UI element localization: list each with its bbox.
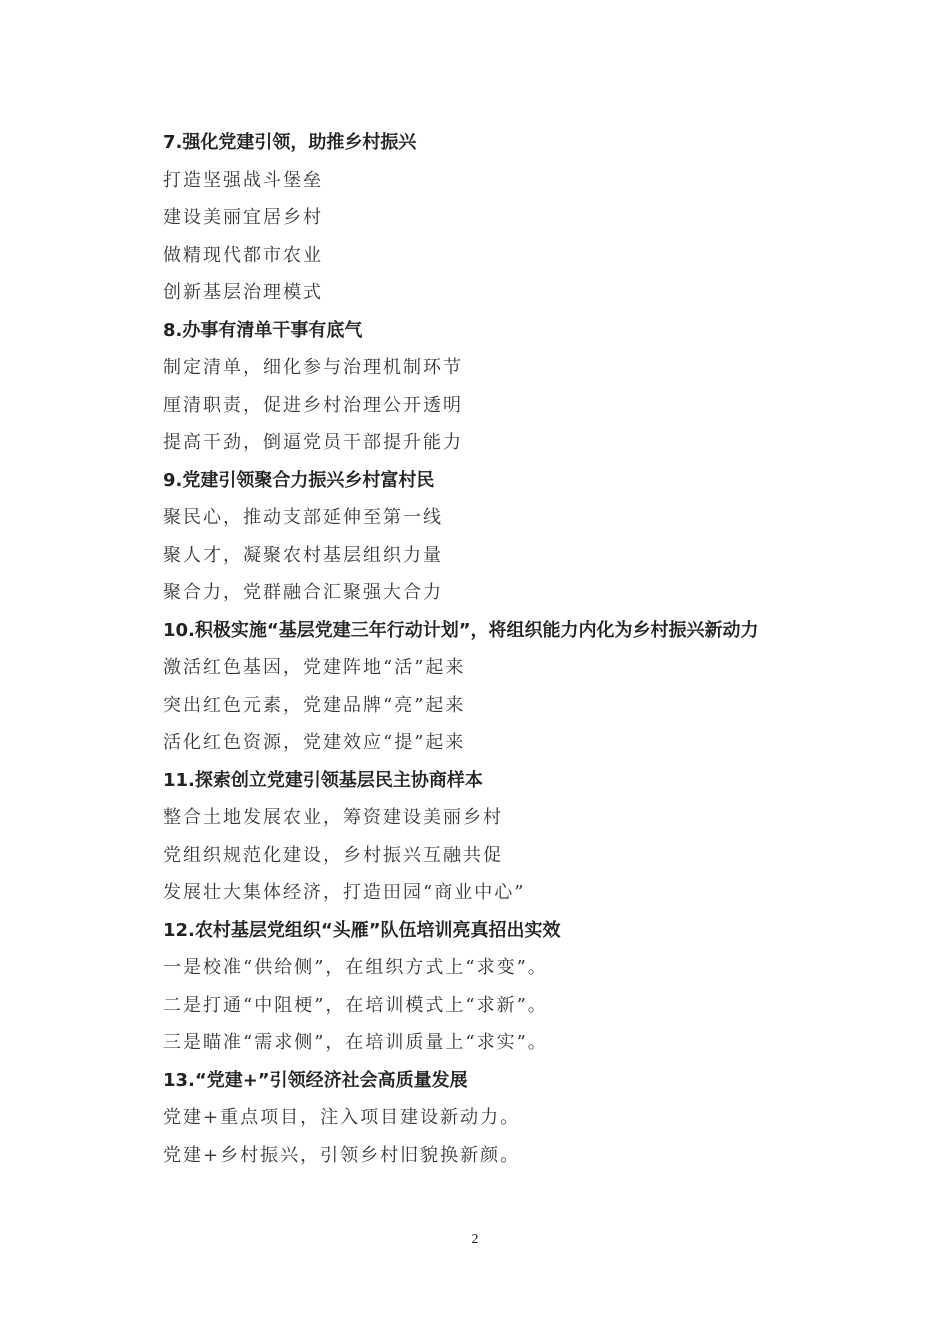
section-heading: 11.探索创立党建引领基层民主协商样本 xyxy=(163,769,483,791)
list-item: 党建+乡村振兴，引领乡村旧貌换新颜。 xyxy=(163,1144,521,1166)
list-item: 聚合力，党群融合汇聚强大合力 xyxy=(163,582,443,603)
section-heading: 9.党建引领聚合力振兴乡村富村民 xyxy=(163,469,435,491)
section-heading: 10.积极实施“基层党建三年行动计划”，将组织能力内化为乡村振兴新动力 xyxy=(163,619,759,641)
list-item: 党组织规范化建设，乡村振兴互融共促 xyxy=(163,844,503,866)
list-item: 建设美丽宜居乡村 xyxy=(163,207,323,228)
list-item: 活化红色资源，党建效应“提”起来 xyxy=(163,732,466,753)
list-item: 打造坚强战斗堡垒 xyxy=(163,169,323,191)
list-item: 一是校准“供给侧”，在组织方式上“求变”。 xyxy=(163,957,548,978)
document-body xyxy=(163,124,883,1174)
page-number: 2 xyxy=(471,1232,479,1247)
list-item: 发展壮大集体经济，打造田园“商业中心” xyxy=(163,882,526,903)
list-item: 二是打通“中阻梗”，在培训模式上“求新”。 xyxy=(163,994,548,1016)
list-item: 创新基层治理模式 xyxy=(163,282,323,303)
list-item: 党建+重点项目，注入项目建设新动力。 xyxy=(163,1107,521,1128)
list-item: 三是瞄准“需求侧”，在培训质量上“求实”。 xyxy=(163,1032,548,1053)
list-item: 激活红色基因，党建阵地“活”起来 xyxy=(163,657,466,678)
section-heading: 7.强化党建引领，助推乡村振兴 xyxy=(163,132,417,153)
list-item: 厘清职责，促进乡村治理公开透明 xyxy=(163,394,463,416)
list-item: 聚人才，凝聚农村基层组织力量 xyxy=(163,544,443,566)
list-item: 提高干劲，倒逼党员干部提升能力 xyxy=(163,432,463,453)
list-item: 聚民心，推动支部延伸至第一线 xyxy=(163,507,443,528)
list-item: 整合土地发展农业，筹资建设美丽乡村 xyxy=(163,807,503,828)
list-item: 做精现代都市农业 xyxy=(163,244,323,266)
section-heading: 8.办事有清单干事有底气 xyxy=(163,319,363,341)
section-heading: 13.“党建+”引领经济社会高质量发展 xyxy=(163,1069,468,1091)
section-heading: 12.农村基层党组织“头雁”队伍培训亮真招出实效 xyxy=(163,919,561,941)
list-item: 突出红色元素，党建品牌“亮”起来 xyxy=(163,694,466,716)
list-item: 制定清单，细化参与治理机制环节 xyxy=(163,357,463,378)
